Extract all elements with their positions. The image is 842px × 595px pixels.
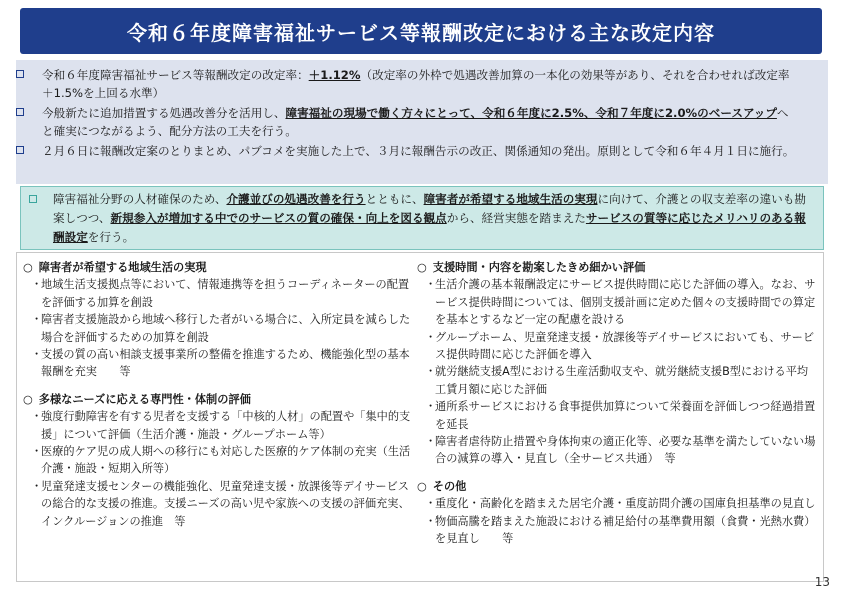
emphasized-text: 介護並びの処遇改善を行う [226,192,366,206]
list-item: ・ 障害者虐待防止措置や身体拘束の適正化等、必要な基準を満たしていない場合の減算の導入・見直し（全サービス共通） 等 [425,435,816,466]
title-banner [20,8,822,54]
section-heading: ○ 支援時間・内容を勘案したきめ細かい評価 [417,261,646,274]
circle-marker-icon: ○ [23,261,33,274]
summary-text [42,104,796,140]
bullet-dot-icon: ・ [425,330,437,344]
list-item: ・ 障害者支援施設から地域へ移行した者がいる場合に、入所定員を減らした場合を評価するための加算を創設 [31,313,411,344]
circle-marker-icon: ○ [417,261,427,274]
summary-item [16,104,796,140]
emphasized-text: ＋1.12% [308,68,361,82]
body-text: とともに、 [365,192,424,206]
body-text: から、経営実態を踏まえた [446,211,586,225]
list-item: ・ 物価高騰を踏まえた施設における補足給付の基準費用額（食費・光熱水費）を見直し 等 [425,514,816,546]
body-text: へと確実につながるよう、配分方法の工夫を行う。 [42,106,789,138]
bullet-dot-icon: ・ [425,435,437,449]
list-item: ・ 児童発達支援センターの機能強化、児童発達支援・放課後等デイサービスの総合的な支援の推進。支援ニーズの高い児や家族への支援の評価充実、インクルージョンの推進 等 [31,479,410,528]
body-text: を行う。 [87,230,135,244]
page-number: 13 [814,575,830,589]
emphasized-text: 障害福祉の現場で働く方々にとって、令和６年度に2.5%、令和７年度に2.0%のベースアップ [285,106,777,120]
body-text: 今般新たに追加措置する処遇改善分を活用し、 [42,106,286,120]
policy-box [20,186,824,250]
list-item: ・ 強度行動障害を有する児者を支援する「中核的人材」の配置や「集中的支援」について評価（生活介護・施設・グループホーム等） [31,410,411,441]
section-heading: ○ その他 [417,479,467,493]
list-item: ・ 医療的ケア児の成人期への移行にも対応した医療的ケア体制の充実（生活介護・施設・短期入所等） [31,445,411,476]
left-column [23,259,415,530]
bullet-dot-icon: ・ [31,278,43,292]
bullet-dot-icon: ・ [31,445,43,459]
list-item: ・ 重度化・高齢化を踏まえた居宅介護・重度訪問介護の国庫負担基準の見直し [417,495,817,512]
list-item: ・ 生活介護の基本報酬設定にサービス提供時間に応じた評価の導入。なお、サービス提供時間については、個別支援計画に定めた個々の支援時間での算定を基本とするなど一定の配慮を設ける [425,278,816,327]
list-item: ・ 就労継続支援A型における生産活動収支や、就労継続支援B型における平均工賃月額に応じた評価 [425,365,809,396]
bullet-dot-icon: ・ [425,278,437,292]
square-bullet-icon [16,70,24,78]
policy-text [53,190,815,247]
page-title: 令和６年度障害福祉サービス等報酬改定における主な改定内容 [127,20,715,45]
body-text: （改定率の外枠で処遇改善加算の一本化の効果等があり、それを合わせれば改定率＋1.5%を上回る水準） [42,68,790,100]
body-text: に向けて、介護との収支差率の違いも勘案しつつ、 [53,192,806,225]
list-item: ・ 通所系サービスにおける食事提供加算について栄養面を評価しつつ経過措置を延長 [425,400,816,431]
list-item: ・ グループホーム、児童発達支援・放課後等デイサービスにおいても、サービス提供時間に応じた評価を導入 [425,330,815,362]
summary-text [42,142,796,160]
emphasized-text: サービスの質等に応じたメリハリのある報酬設定 [53,211,806,244]
bullet-dot-icon: ・ [31,313,43,327]
bullet-dot-icon: ・ [425,400,437,414]
list-item: ・ 支援の質の高い相談支援事業所の整備を推進するため、機能強化型の基本報酬を充実 等 [31,348,410,379]
bullet-dot-icon: ・ [31,348,43,362]
square-bullet-icon [16,146,24,154]
circle-marker-icon: ○ [417,479,427,493]
bullet-dot-icon: ・ [425,365,437,379]
bullet-dot-icon: ・ [31,410,43,424]
square-bullet-icon [29,195,37,203]
right-column [417,259,817,548]
section-heading: ○ 障害者が希望する地域生活の実現 [23,261,207,274]
circle-marker-icon: ○ [23,392,33,406]
square-bullet-icon [16,108,24,116]
emphasized-text: 新規参入が増加する中でのサービスの質の確保・向上を図る観点 [110,211,447,225]
bullet-dot-icon: ・ [425,514,437,528]
detail-box [16,252,824,582]
body-text: 障害福祉分野の人材確保のため、 [53,192,227,206]
summary-text [42,66,796,102]
summary-item [16,142,796,160]
body-text: ２月６日に報酬改定案のとりまとめ、パブコメを実施した上で、３月に報酬告示の改正、関係通知の発出。原則として令和６年４月１日に施行。 [42,144,795,158]
bullet-dot-icon: ・ [31,479,43,493]
section-heading: ○ 多様なニーズに応える専門性・体制の評価 [23,392,251,406]
body-text: 令和６年度障害福祉サービス等報酬改定の改定率： [42,68,309,82]
summary-item [16,66,796,102]
bullet-dot-icon: ・ [425,497,437,511]
list-item: ・ 地域生活支援拠点等において、情報連携等を担うコーディネーターの配置を評価する加算を創設 [31,278,410,309]
emphasized-text: 障害者が希望する地域生活の実現 [423,192,598,206]
